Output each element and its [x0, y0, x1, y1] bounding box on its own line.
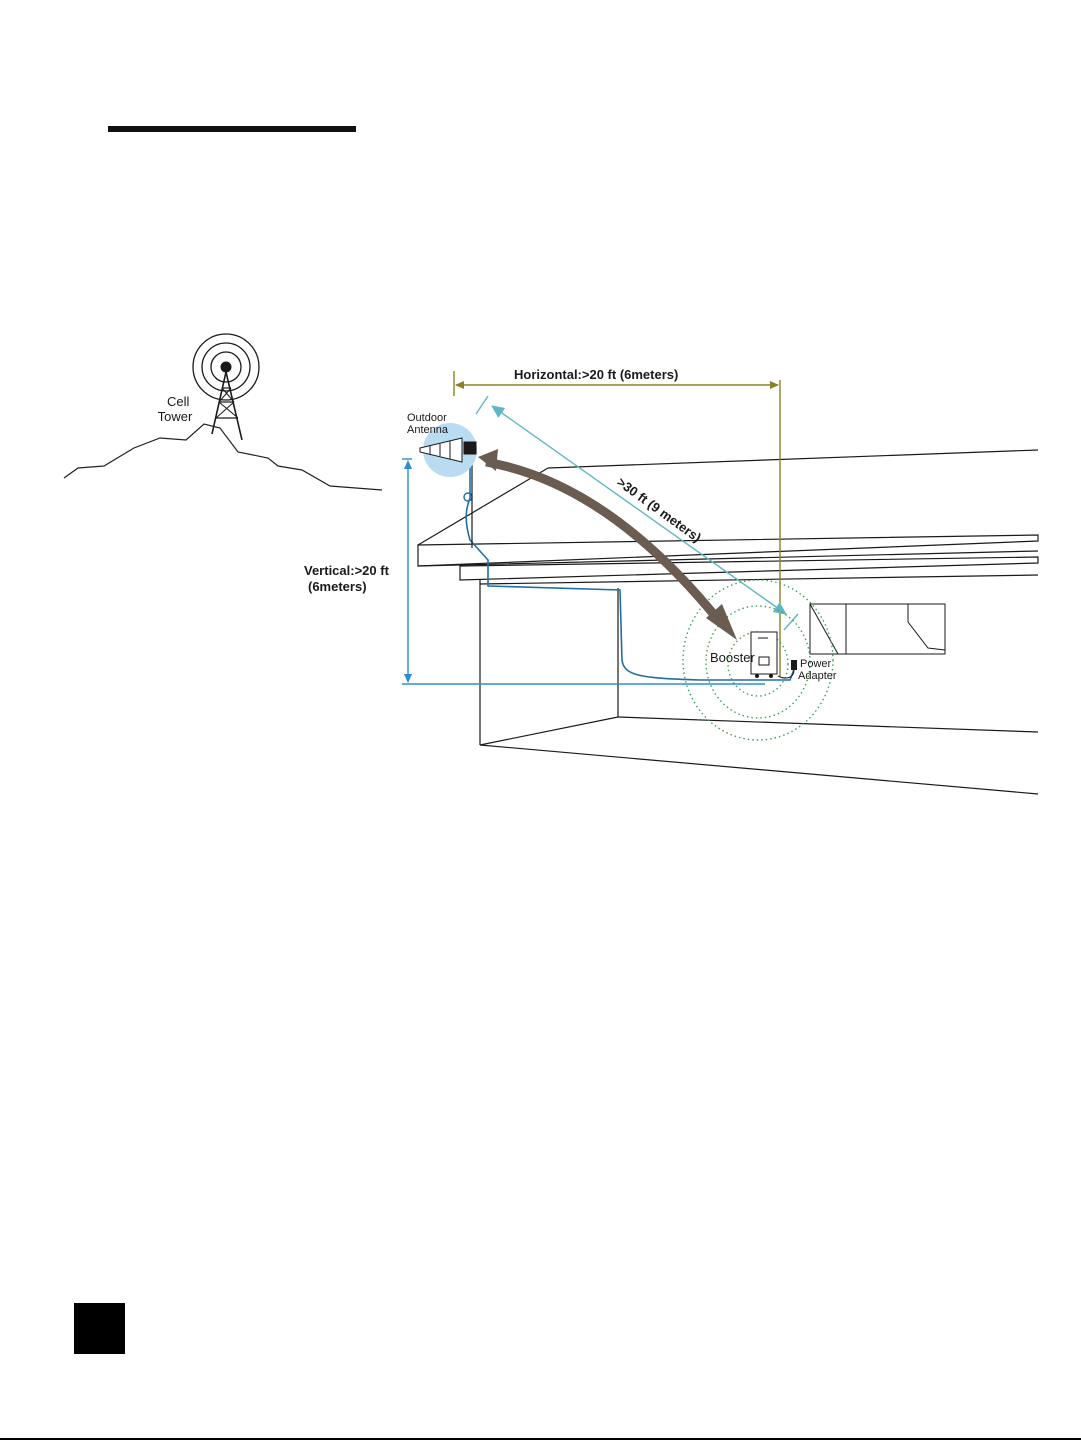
- diagonal-dimension: [476, 396, 798, 630]
- outdoor-antenna-label: Outdoor Antenna: [407, 412, 448, 436]
- cell-tower-icon: [193, 334, 259, 440]
- power-adapter-label: Power Adapter: [798, 658, 837, 682]
- cell-tower-label: Cell Tower: [157, 394, 193, 424]
- signal-arrow-head-antenna: [478, 449, 498, 471]
- hill-outline: [64, 424, 382, 490]
- footer-rule: [0, 1438, 1081, 1440]
- page-tab: [74, 1303, 125, 1354]
- window-frame: [810, 604, 945, 654]
- diagonal-distance-label: >30 ft (9 meters): [614, 474, 705, 546]
- vertical-distance-label: Vertical:>20 ft (6meters): [304, 563, 389, 594]
- booster-label: Booster: [710, 650, 755, 665]
- horizontal-distance-label: Horizontal:>20 ft (6meters): [514, 367, 679, 382]
- booster-icon: [751, 632, 777, 678]
